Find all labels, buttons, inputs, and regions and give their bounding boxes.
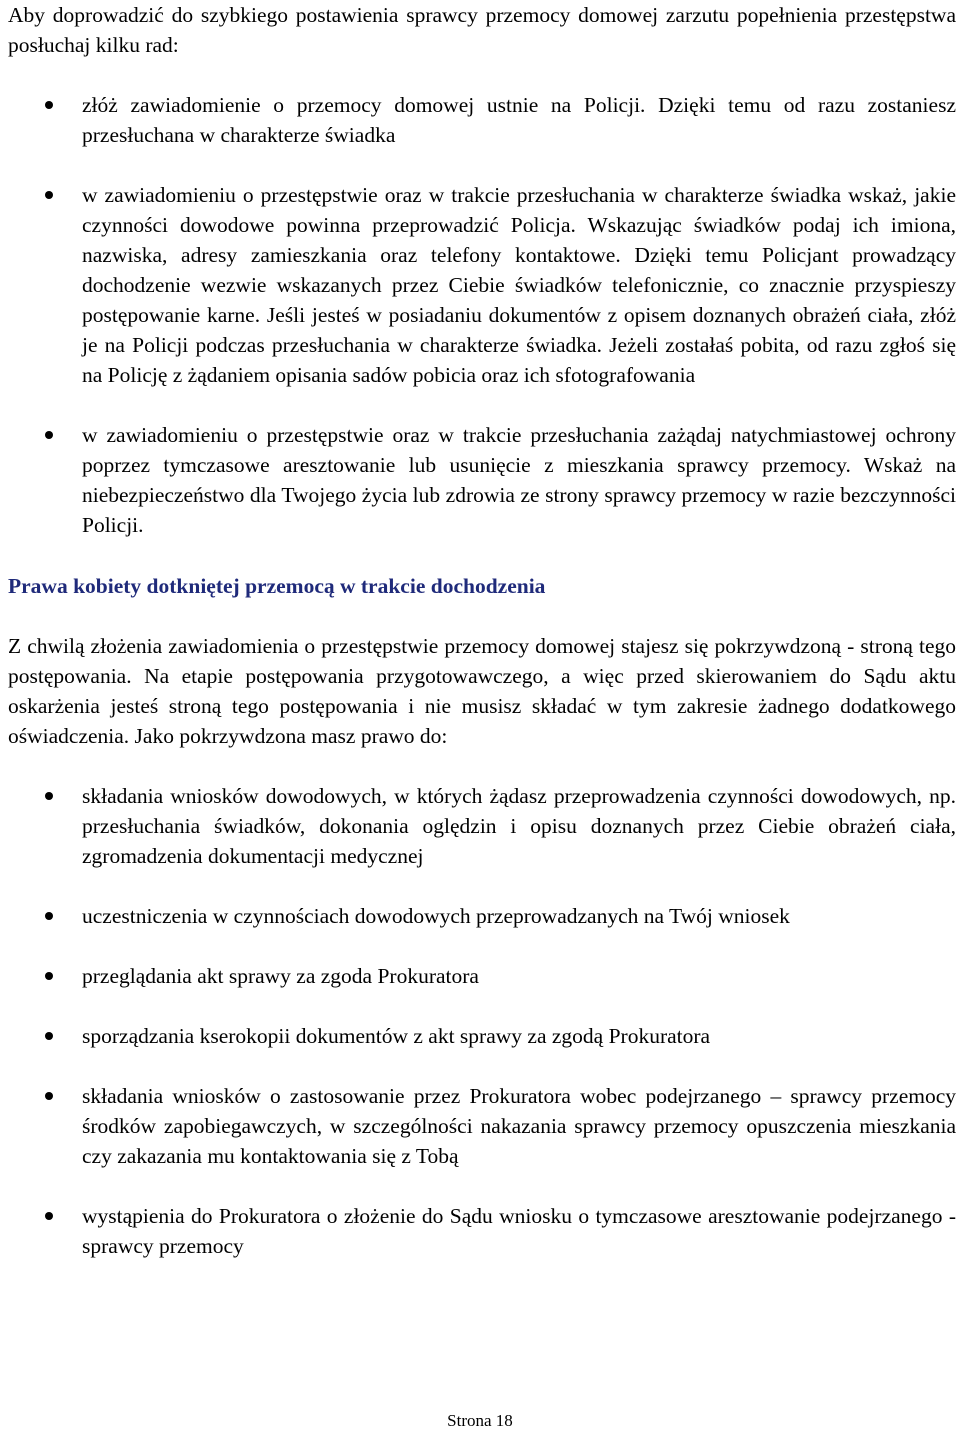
advice-item-text: w zawiadomieniu o przestępstwie oraz w trakcie przesłuchania zażądaj natychmiastowej ochrony poprzez tymczasowe aresztowanie lub usunięcie z mieszkania sprawcy przemocy. Wskaż na niebezpieczeństwo dla Twojego życia lub zdrowia ze strony sprawcy przemocy w razie bezczynności Policji. [82, 423, 956, 537]
bullet-icon [45, 101, 53, 109]
bullet-icon [45, 1032, 53, 1040]
bullet-icon [45, 912, 53, 920]
advice-list [8, 90, 956, 540]
advice-item-text: złóż zawiadomienie o przemocy domowej ustnie na Policji. Dzięki temu od razu zostaniesz przesłuchana w charakterze świadka [82, 93, 956, 147]
section-paragraph: Z chwilą złożenia zawiadomienia o przestępstwie przemocy domowej stajesz się pokrzywdzoną - stroną tego postępowania. Na etapie postępowania przygotowawczego, a więc przed skierowaniem do Sądu aktu oskarżenia jesteś stroną tego postępowania i nie musisz składać w tym zakresie żadnego dodatkowego oświadczenia. Jako pokrzywdzona masz prawo do: [8, 634, 956, 748]
rights-item [8, 1021, 956, 1051]
bullet-icon [45, 972, 53, 980]
rights-item [8, 1201, 956, 1261]
rights-item-text: wystąpienia do Prokuratora o złożenie do Sądu wniosku o tymczasowe aresztowanie podejrzanego - sprawcy przemocy [82, 1204, 956, 1258]
advice-item [8, 420, 956, 540]
section-heading: Prawa kobiety dotkniętej przemocą w trakcie dochodzenia [8, 574, 546, 598]
rights-list [8, 781, 956, 1261]
advice-item-text: w zawiadomieniu o przestępstwie oraz w trakcie przesłuchania w charakterze świadka wskaż, jakie czynności dowodowe powinna przeprowadzić Policja. Wskazując świadków podaj ich imiona, nazwiska, adresy zamieszkania oraz telefony kontaktowe. Dzięki temu Policjant prowadzący dochodzenie wezwie wskazanych przez Ciebie świadków telefonicznie, co znacznie przyspieszy postępowanie karne. Jeśli jesteś w posiadaniu dokumentów z opisem doznanych obrażeń ciała, złóż je na Policji podczas przesłuchania w charakterze świadka. Jeżeli zostałaś pobita, od razu zgłoś się na Policję z żądaniem opisania sadów pobicia oraz ich sfotografowania [82, 183, 956, 387]
rights-item-text: składania wniosków dowodowych, w których żądasz przeprowadzenia czynności dowodowych, np. przesłuchania świadków, dokonania oględzin i opisu doznanych przez Ciebie obrażeń ciała, zgromadzenia dokumentacji medycznej [82, 784, 956, 868]
rights-item-text: przeglądania akt sprawy za zgoda Prokuratora [82, 964, 479, 988]
rights-item [8, 781, 956, 871]
page-number: Strona 18 [447, 1411, 513, 1430]
document-page [8, 0, 956, 1261]
rights-item [8, 901, 956, 931]
advice-item [8, 90, 956, 150]
bullet-icon [45, 792, 53, 800]
rights-item-text: składania wniosków o zastosowanie przez Prokuratora wobec podejrzanego – sprawcy przemocy środków zapobiegawczych, w szczególności nakazania sprawcy przemocy opuszczenia mieszkania czy zakazania mu kontaktowania się z Tobą [82, 1084, 956, 1168]
advice-item [8, 180, 956, 390]
bullet-icon [45, 431, 53, 439]
rights-item-text: sporządzania kserokopii dokumentów z akt sprawy za zgodą Prokuratora [82, 1024, 711, 1048]
rights-item [8, 1081, 956, 1171]
bullet-icon [45, 1212, 53, 1220]
intro-paragraph: Aby doprowadzić do szybkiego postawienia sprawcy przemocy domowej zarzutu popełnienia przestępstwa posłuchaj kilku rad: [8, 3, 956, 57]
rights-item [8, 961, 956, 991]
bullet-icon [45, 1092, 53, 1100]
rights-item-text: uczestniczenia w czynnościach dowodowych przeprowadzanych na Twój wniosek [82, 904, 790, 928]
bullet-icon [45, 191, 53, 199]
